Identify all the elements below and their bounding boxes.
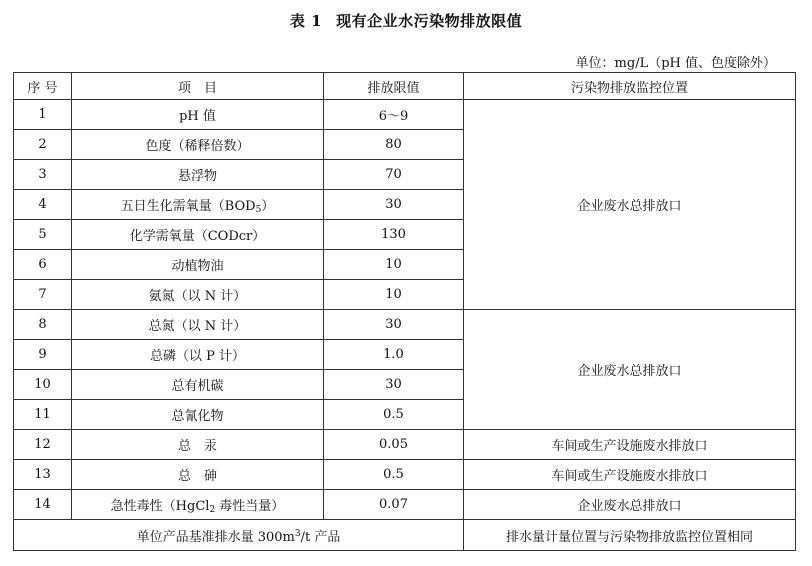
monitor-location-group-1: 企业废水总排放口 [464, 100, 796, 310]
row-limit: 0.05 [324, 430, 464, 460]
row-item: 总 汞 [72, 430, 324, 460]
row-location: 车间或生产设施废水排放口 [464, 460, 796, 490]
table-row [14, 100, 796, 130]
row-location: 企业废水总排放口 [464, 490, 796, 520]
row-limit: 1.0 [324, 340, 464, 370]
row-limit: 130 [324, 220, 464, 250]
row-limit: 0.07 [324, 490, 464, 520]
table-number: 表 1 [289, 12, 323, 30]
row-no: 12 [14, 430, 72, 460]
row-no: 5 [14, 220, 72, 250]
row-limit: 0.5 [324, 460, 464, 490]
row-item: 五日生化需氧量$(BOD_5)$ [72, 190, 324, 220]
row-item: 化学需氧量（CODcr） [72, 220, 324, 250]
row-item: 总氮（以 N 计） [72, 310, 324, 340]
row-no: 13 [14, 460, 72, 490]
header-limit: 排放限值 [324, 73, 464, 100]
row-limit: 0.5 [324, 400, 464, 430]
baseline-drainage-note: 单位产品基准排水量 $300m^3/t$ 产品 [14, 520, 464, 551]
emission-limits-table [13, 72, 796, 551]
row-item: 悬浮物 [72, 160, 324, 190]
row-item: 动植物油 [72, 250, 324, 280]
row-limit: 80 [324, 130, 464, 160]
header-row [14, 73, 796, 100]
row-limit: 6～9 [324, 100, 464, 130]
row-item: 急性毒性（HgCl$_2$ 毒性当量） [72, 490, 324, 520]
header-no: 序 号 [14, 73, 72, 100]
row-no: 14 [14, 490, 72, 520]
unit-note: 单位：mg/L（pH 值、色度除外） [575, 56, 776, 71]
row-no: 8 [14, 310, 72, 340]
row-item: 色度（稀释倍数） [72, 130, 324, 160]
row-no: 7 [14, 280, 72, 310]
row-no: 9 [14, 340, 72, 370]
row-item: 总磷（以 P 计） [72, 340, 324, 370]
table-title-text: 现有企业水污染物排放限值 [336, 12, 523, 30]
row-item: pH 值 [72, 100, 324, 130]
row-limit: 70 [324, 160, 464, 190]
metering-location-note: 排水量计量位置与污染物排放监控位置相同 [464, 520, 796, 551]
row-limit: 10 [324, 280, 464, 310]
row-item: 总 砷 [72, 460, 324, 490]
row-limit: 30 [324, 190, 464, 220]
row-item: 氨氮（以 N 计） [72, 280, 324, 310]
row-no: 1 [14, 100, 72, 130]
row-no: 4 [14, 190, 72, 220]
row-limit: 30 [324, 310, 464, 340]
table-title [0, 10, 812, 31]
row-no: 3 [14, 160, 72, 190]
table-row [14, 430, 796, 460]
row-no: 6 [14, 250, 72, 280]
row-limit: 30 [324, 370, 464, 400]
header-location: 污染物排放监控位置 [464, 73, 796, 100]
table-row [14, 310, 796, 340]
row-item: 总有机碳 [72, 370, 324, 400]
header-item: 项 目 [72, 73, 324, 100]
row-item: 总氰化物 [72, 400, 324, 430]
table-row [14, 490, 796, 520]
footer-row [14, 520, 796, 551]
row-no: 11 [14, 400, 72, 430]
row-location: 车间或生产设施废水排放口 [464, 430, 796, 460]
row-limit: 10 [324, 250, 464, 280]
row-no: 2 [14, 130, 72, 160]
monitor-location-group-2: 企业废水总排放口 [464, 310, 796, 430]
table-row [14, 460, 796, 490]
row-no: 10 [14, 370, 72, 400]
